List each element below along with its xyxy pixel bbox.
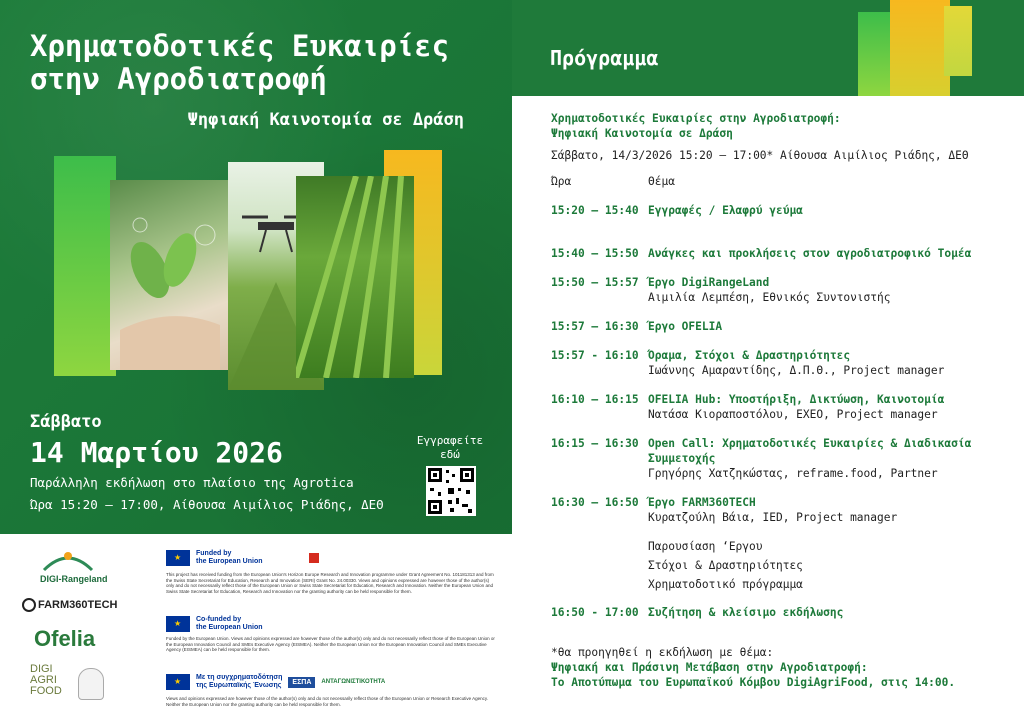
photo-collage: [54, 150, 444, 390]
schedule-topic: Έργο OFELIA: [648, 320, 723, 333]
schedule-time: 16:50 - 17:00: [551, 606, 639, 619]
program-header: [512, 0, 1024, 96]
poster-panel: [0, 0, 512, 534]
farm360-logo-text: FARM360TECH: [38, 598, 118, 611]
event-date: 14 Μαρτίου 2026: [30, 436, 283, 469]
qr-code[interactable]: [426, 466, 476, 516]
qr-code-icon: [428, 468, 474, 514]
farm-subitem-text: Παρουσίαση ‘Εργου: [648, 540, 763, 553]
funded-by-line1: Funded by: [196, 550, 232, 557]
footnote: *θα προηγηθεί η εκδήλωση με θέμα:: [551, 646, 774, 659]
espa-line1: Με τη συγχρηματοδότηση: [196, 674, 283, 681]
schedule-time: 15:20 – 15:40: [551, 204, 639, 217]
digi-rangeland-logo: DIGI-Rangeland: [40, 574, 108, 584]
digi-agri-food-line1: DIGI: [30, 663, 53, 675]
schedule-time: 15:50 – 15:57: [551, 276, 639, 289]
poster-title-line1: Χρηματοδοτικές Ευκαιρίες: [30, 29, 450, 63]
schedule-topic: OFELIA Hub: Υποστήριξη, Δικτύωση, Καινοτομία: [648, 393, 945, 406]
plant-illustration: [110, 180, 234, 370]
poster-subtitle: Ψηφιακή Καινοτομία σε Δράση: [187, 110, 464, 130]
cofunded-line2: the European Union: [196, 624, 263, 631]
farm360-logo-icon: [22, 598, 36, 612]
digi-agri-food-line3: FOOD: [30, 685, 62, 697]
espa-badge: [166, 674, 385, 690]
eu-flag-icon-3: [166, 674, 190, 690]
crop-rows: [296, 176, 414, 378]
deco-bar-green: [858, 12, 890, 96]
hand-plant-photo: [110, 180, 234, 370]
deco-bar-yellow: [890, 0, 950, 96]
ofelia-logo: Ofelia: [34, 626, 96, 651]
deco-bar-lime: [944, 6, 972, 76]
day-of-week: Σάββατο: [30, 412, 102, 432]
schedule-time: 16:15 – 16:30: [551, 437, 639, 450]
event-title-2: Ψηφιακή Καινοτομία σε Δράση: [551, 127, 733, 140]
cofunded-by-eu-badge: [166, 616, 263, 632]
funded-by-line2: the European Union: [196, 558, 263, 565]
digi-rangeland-logo-icon: [40, 546, 96, 572]
schedule-time: 16:30 – 16:50: [551, 496, 639, 509]
espa-line2: της Ευρωπαϊκής Ένωσης: [196, 682, 282, 689]
poster-title-line2: στην Αγροδιατροφή: [30, 62, 327, 96]
schedule-speaker-text: Αιμιλία Λεμπέση, Εθνικός Συντονιστής: [648, 291, 891, 304]
antagonistikotita-logo: ΑΝΤΑΓΩΝΙΣΤΙΚΟΤΗΤΑ: [321, 679, 386, 685]
col-time-header: Ώρα: [551, 175, 572, 188]
register-line2: εδώ: [440, 448, 460, 461]
date-block: [30, 412, 283, 469]
schedule-speaker-text: Κυρατζούλη Βάια, IED, Project manager: [648, 511, 898, 524]
schedule-time: 15:40 – 15:50: [551, 247, 639, 260]
event-title-1: Χρηματοδοτικές Ευκαιρίες στην Αγροδιατροφή:: [551, 112, 841, 125]
crop-rows-photo: [296, 176, 414, 378]
eu-flag-icon: [166, 550, 190, 566]
program-title: Πρόγραμμα: [550, 46, 659, 70]
sponsor-logos: [0, 534, 512, 724]
ministry-seal-icon: [78, 668, 104, 700]
funded-by-eu-badge: [166, 550, 319, 566]
schedule-topic: Έργο FARM360TECH: [648, 496, 756, 509]
schedule-topic: Open Call: Χρηματοδοτικές Ευκαιρίες & Διαδικασία: [648, 437, 972, 450]
funding-disclaimer-1: This project has received funding from the European Union's Horizon Europe Research and Innovation programme under Grant Agreement No. 101181313 and from the Swiss State Secretariat for Education, Research and Innovation (SERI) Grant No. 24.00330. Views and opinions expressed are however those of the author(s) only and do not necessarily reflect those of the European Union or Swiss State Secretariat for Education, Research and Innovation. Neither the European Union and Swiss State Secretariat for Education, Research and Innovation nor the granting authority can be held responsible for them.: [166, 572, 494, 594]
funding-disclaimer-3: Views and opinions expressed are however those of the author(s) only and do not necessarily reflect those of the European Union or Research Executive Agency. Neither the European Union nor the granting authority can be held responsible for them.: [166, 696, 489, 707]
schedule-speaker-text: Γρηγόρης Χατζηκώστας, reframe.food, Partner: [648, 467, 938, 480]
schedule-speaker-text: Ιωάννης Αμαραντίδης, Δ.Π.Θ., Project manager: [648, 364, 945, 377]
green-bar-left: [54, 156, 116, 376]
poster-title: [30, 30, 449, 96]
schedule-time: 15:57 – 16:30: [551, 320, 639, 333]
col-topic-header: Θέμα: [648, 175, 675, 188]
espa-logo: ΕΣΠΑ: [288, 677, 315, 688]
footnote-detail: Το Αποτύπωμα του Ευρωπαϊκού Κόμβου DigiAgriFood, στις 14:00.: [551, 676, 956, 689]
event-hours-text: Ώρα 15:20 – 17:00, Αίθουσα Αιμίλιος Ριάδης, ΔΕΘ: [30, 497, 384, 512]
schedule-time: 16:10 – 16:15: [551, 393, 639, 406]
funding-disclaimer-2: Funded by the European Union. Views and opinions expressed are however those of the author(s) only and do not necessarily reflect those of the European Union or the European Innovation Council and SMEs Executive Agency (EISMEA). Neither the European Union nor the European Innovation Council and SMEs Executive Agency (EISMEA) can be held responsible for them.: [166, 636, 495, 652]
schedule-time: 15:57 - 16:10: [551, 349, 639, 362]
farm-subitem-text: Στόχοι & Δραστηριότητες: [648, 559, 803, 572]
farm360-logo: [22, 598, 117, 612]
cofunded-line1: Co-funded by: [196, 616, 242, 623]
swiss-flag-icon: [309, 553, 319, 563]
event-when: Σάββατο, 14/3/2026 15:20 – 17:00* Αίθουσα Αιμίλιος Ριάδης, ΔΕΘ: [551, 149, 969, 162]
register-label[interactable]: [412, 434, 488, 462]
schedule-topic-cont: Συμμετοχής: [648, 452, 716, 465]
digi-agri-food-logo: [30, 664, 62, 697]
farm-subitem-text: Χρηματοδοτικό πρόγραμμα: [648, 578, 803, 591]
parallel-event-text: Παράλληλη εκδήλωση στο πλαίσιο της Agrotica: [30, 475, 354, 490]
digi-agri-food-line2: AGRI: [30, 674, 57, 686]
schedule-topic: Συζήτηση & κλείσιμο εκδήλωσης: [648, 606, 844, 619]
eu-flag-icon-2: [166, 616, 190, 632]
schedule-topic: Εγγραφές / Ελαφρύ γεύμα: [648, 204, 803, 217]
schedule-topic: Όραμα, Στόχοι & Δραστηριότητες: [648, 349, 851, 362]
schedule-topic: Ανάγκες και προκλήσεις στον αγροδιατροφικό Τομέα: [648, 247, 972, 260]
schedule-speaker-text: Νατάσα Κιοραποστόλου, ΕΧΕΟ, Project manager: [648, 408, 938, 421]
register-line1: Εγγραφείτε: [416, 434, 484, 447]
schedule-topic: Έργο DigiRangeLand: [648, 276, 770, 289]
footnote-title: Ψηφιακή και Πράσινη Μετάβαση στην Αγροδιατροφή:: [551, 661, 868, 674]
